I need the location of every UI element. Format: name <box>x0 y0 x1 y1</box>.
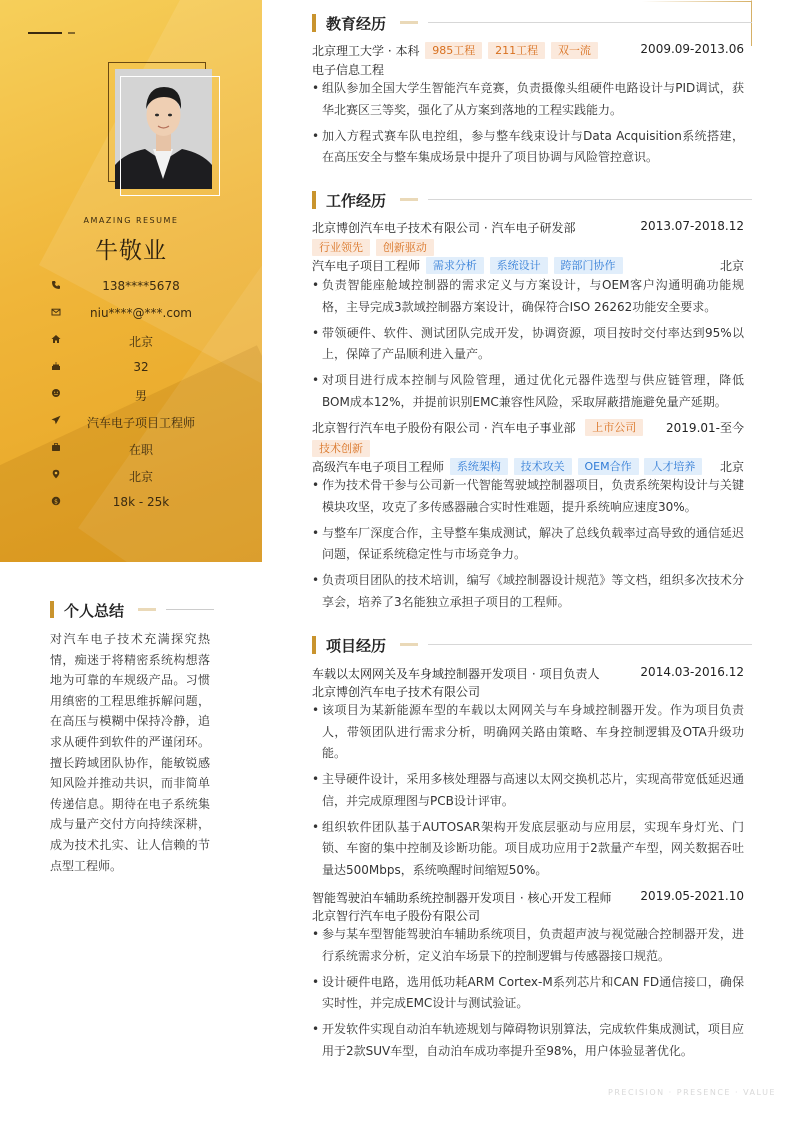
section-dash <box>400 198 418 201</box>
job-tag: 创新驱动 <box>376 239 434 256</box>
info-position <box>0 412 262 439</box>
work-section-header <box>312 190 752 210</box>
info-gender <box>0 385 262 412</box>
job-city: 北京 <box>719 259 744 273</box>
project-header-row <box>312 889 744 906</box>
summary-section-header <box>50 600 220 618</box>
job-header-row <box>312 419 744 436</box>
role-tag: 系统架构 <box>450 458 508 475</box>
role-tag: 技术攻关 <box>514 458 572 475</box>
footer-motto: PRECISION · PRESENCE · VALUE <box>608 1088 776 1097</box>
job-role-row <box>312 458 744 475</box>
job-header-row <box>312 219 744 236</box>
list-item: • 作为技术骨干参与公司新一代智能驾驶域控制器项目，负责系统架构设计与关键模块攻坚，攻克了多传感器融合实时性难题，提升系统响应速度30%。 <box>312 475 744 518</box>
projects-section-header <box>312 635 752 655</box>
sidebar-header-panel <box>0 0 262 562</box>
school-tag: 双一流 <box>551 42 598 59</box>
section-accent-bar <box>312 14 316 32</box>
info-location <box>0 466 262 493</box>
info-age <box>0 358 262 385</box>
phone-value: 138****5678 <box>102 279 180 293</box>
role-tag: 跨部门协作 <box>554 257 623 274</box>
info-email <box>0 304 262 331</box>
project-bullets <box>312 700 744 886</box>
role-tag: OEM合作 <box>578 458 639 475</box>
list-item: • 开发软件实现自动泊车轨迹规划与障碍物识别算法，完成软件集成测试，项目应用于2款SUV车型，自动泊车成功率提升至98%，用户体验显著优化。 <box>312 1019 744 1062</box>
project-bullets <box>312 924 744 1067</box>
section-divider <box>428 199 752 200</box>
section-divider <box>428 22 752 23</box>
position-value: 汽车电子项目工程师 <box>86 416 195 430</box>
list-item: • 参与某车型智能驾驶泊车辅助系统项目，负责超声波与视觉融合控制器开发，进行系统需求分析，定义泊车场景下的控制逻辑与传感器接口规范。 <box>312 924 744 967</box>
contact-info-list <box>0 277 262 520</box>
section-dash <box>138 608 156 611</box>
svg-text:$: $ <box>54 498 58 506</box>
project-name: 车载以太网网关及车身域控制器开发项目 · 项目负责人 <box>312 667 600 681</box>
project-period: 2019.05-2021.10 <box>640 889 744 903</box>
section-accent-bar <box>312 636 316 654</box>
section-accent-bar <box>312 191 316 209</box>
company-tag: 上市公司 <box>585 419 643 436</box>
section-dash <box>400 21 418 24</box>
location-value: 北京 <box>128 470 153 484</box>
list-item: • 该项目为某新能源车型的车载以太网网关与车身域控制器开发。作为项目负责人，带领团队进行需求分析，明确网关路由策略、车身控制逻辑及OTA升级功能。 <box>312 700 744 765</box>
school-name: 北京理工大学 · 本科 <box>312 44 420 58</box>
job-tag: 技术创新 <box>312 440 370 457</box>
job-bullets <box>312 275 744 418</box>
age-value: 32 <box>133 360 149 374</box>
decor-line <box>68 32 75 34</box>
section-divider <box>166 609 214 610</box>
status-value: 在职 <box>128 443 153 457</box>
job-role: 高级汽车电子项目工程师 <box>312 460 445 474</box>
info-salary <box>0 493 262 520</box>
job-role: 汽车电子项目工程师 <box>312 259 421 273</box>
summary-title: 个人总结 <box>64 602 125 620</box>
gender-value: 男 <box>134 389 147 403</box>
education-major: 电子信息工程 <box>312 63 385 77</box>
home-value: 北京 <box>128 335 153 349</box>
list-item: • 组队参加全国大学生智能汽车竞赛，负责摄像头组硬件电路设计与PID调试，获华北赛区三等奖，强化了从方案到落地的工程实践能力。 <box>312 78 744 121</box>
job-company: 北京博创汽车电子技术有限公司 · 汽车电子研发部 <box>312 221 576 235</box>
summary-text: 对汽车电子技术充满探究热情，痴迷于将精密系统构想落地为可靠的车规级产品。习惯用缜密的工程思维拆解问题，在高压与模糊中保持冷静，追求从硬件到软件的严谨闭环。擅长跨域团队协作，能敏锐感知风险并推动共识，而非简单传递信息。期待在电子系统集成与量产交付方向持续深耕，成为技术扎实、让人信赖的节点型工程师。 <box>50 632 210 873</box>
list-item: • 与整车厂深度合作，主导整车集成测试，解决了总线负载率过高导致的通信延迟问题，保证系统稳定性与市场竞争力。 <box>312 523 744 566</box>
role-tag: 需求分析 <box>426 257 484 274</box>
job-tag: 行业领先 <box>312 239 370 256</box>
project-period: 2014.03-2016.12 <box>640 665 744 679</box>
salary-value: 18k - 25k <box>112 495 170 509</box>
job-company: 北京智行汽车电子股份有限公司 · 汽车电子事业部 <box>312 421 576 435</box>
projects-title: 项目经历 <box>326 637 387 655</box>
school-tag: 985工程 <box>425 42 482 59</box>
info-status <box>0 439 262 466</box>
role-tag: 人才培养 <box>644 458 702 475</box>
job-period: 2013.07-2018.12 <box>640 219 744 233</box>
photo-frame <box>120 76 220 196</box>
info-home <box>0 331 262 358</box>
info-phone <box>0 277 262 304</box>
education-header-row <box>312 42 744 59</box>
section-dash <box>400 643 418 646</box>
job-city: 北京 <box>719 460 744 474</box>
job-period: 2019.01-至今 <box>666 421 744 435</box>
education-period: 2009.09-2013.06 <box>640 42 744 56</box>
decor-line <box>28 32 62 34</box>
job-tags-row <box>312 440 744 457</box>
school-tag: 211工程 <box>488 42 545 59</box>
education-title: 教育经历 <box>326 15 387 33</box>
job-role-row <box>312 257 744 274</box>
email-value: niu****@***.com <box>90 306 192 320</box>
list-item: • 设计硬件电路，选用低功耗ARM Cortex-M系列芯片和CAN FD通信接口，确保实时性，并完成EMC设计与测试验证。 <box>312 972 744 1015</box>
list-item: • 负责智能座舱域控制器的需求定义与方案设计，与OEM客户沟通明确功能规格，主导完成3款域控制器方案设计，确保符合ISO 26262功能安全要求。 <box>312 275 744 318</box>
section-accent-bar <box>50 601 54 618</box>
list-item: • 带领硬件、软件、测试团队完成开发，协调资源，项目按时交付率达到95%以上，保障了产品顺利进入量产。 <box>312 323 744 366</box>
role-tag: 系统设计 <box>490 257 548 274</box>
candidate-name: 牛敬业 <box>95 238 167 264</box>
job-tags-row <box>312 239 744 256</box>
resume-subtitle: AMAZING RESUME <box>83 216 179 225</box>
section-divider <box>428 644 752 645</box>
list-item: • 加入方程式赛车队电控组，参与整车线束设计与Data Acquisition系统搭建，在高压安全与整车集成场景中提升了项目协调与风险管控意识。 <box>312 126 744 169</box>
work-title: 工作经历 <box>326 192 387 210</box>
job-bullets <box>312 475 744 618</box>
project-header-row <box>312 665 744 682</box>
project-name: 智能驾驶泊车辅助系统控制器开发项目 · 核心开发工程师 <box>312 891 612 905</box>
list-item: • 负责项目团队的技术培训，编写《域控制器设计规范》等文档，组织多次技术分享会，培养了3名能独立承担子项目的工程师。 <box>312 570 744 613</box>
project-company: 北京智行汽车电子股份有限公司 <box>312 909 481 923</box>
list-item: • 组织软件团队基于AUTOSAR架构开发底层驱动与应用层，实现车身灯光、门锁、车窗的集中控制及诊断功能。项目成功应用于2款量产车型，网关数据吞吐量达500Mbps，系统唤醒时间缩短50%。 <box>312 817 744 882</box>
list-item: • 对项目进行成本控制与风险管理，通过优化元器件选型与供应链管理，降低BOM成本12%，并提前识别EMC兼容性风险，采取屏蔽措施避免量产延期。 <box>312 370 744 413</box>
project-company: 北京博创汽车电子技术有限公司 <box>312 685 481 699</box>
education-section-header <box>312 13 752 33</box>
education-bullets <box>312 78 744 173</box>
list-item: • 主导硬件设计，采用多核处理器与高速以太网交换机芯片，实现高带宽低延迟通信，并完成原理图与PCB设计评审。 <box>312 769 744 812</box>
